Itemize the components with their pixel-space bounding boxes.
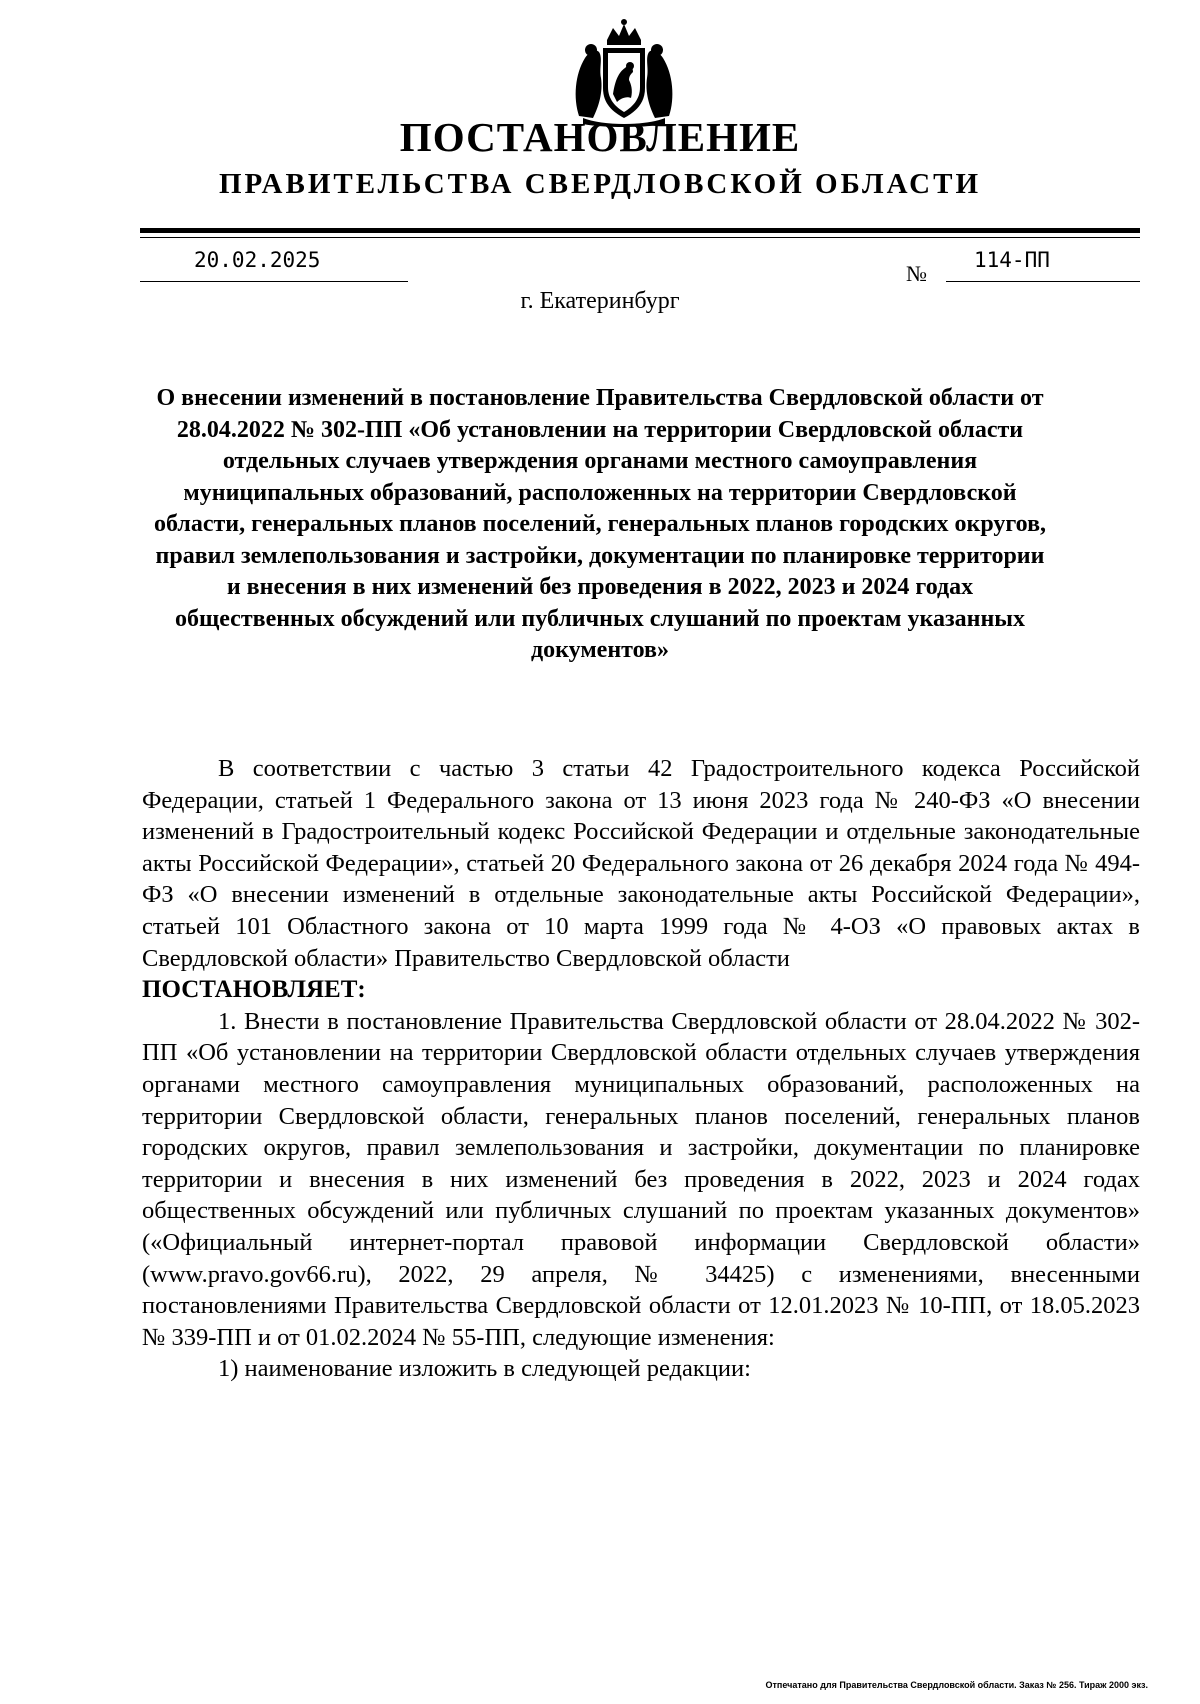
resolve-heading: ПОСТАНОВЛЯЕТ:	[142, 976, 366, 1004]
document-type: ПОСТАНОВЛЕНИЕ	[399, 114, 801, 160]
issuing-authority: ПРАВИТЕЛЬСТВА СВЕРДЛОВСКОЙ ОБЛАСТИ	[218, 168, 982, 200]
header-rule-thin	[140, 237, 1140, 238]
header-rule-thick	[140, 228, 1140, 233]
document-date: 20.02.2025	[140, 248, 408, 282]
number-sign: №	[906, 261, 927, 286]
document-title: О внесении изменений в постановление Правительства Свердловской области от 28.04.2022 № 302-ПП «Об установлении на территории Свердловской области отдельных случаев утверждения органами местного самоуправления муниципальных образований, расположенных на территории Свердловской области, генеральных планов поселений, генеральных планов городских округов, правил землепользования и застройки, документации по планировке территории и внесения в них изменений без проведения в 2022, 2023 и 2024 годах общественных обсуждений или публичных слушаний по проектам указанных документов»	[153, 385, 1047, 663]
coat-of-arms-icon	[569, 18, 679, 128]
issue-city: г. Екатеринбург	[520, 288, 680, 314]
item-1-1-paragraph: 1) наименование изложить в следующей редакции:	[218, 1355, 751, 1383]
print-footer: Отпечатано для Правительства Свердловской области. Заказ № 256. Тираж 2000 экз.	[765, 1680, 1148, 1690]
item-1-paragraph: 1. Внести в постановление Правительства Свердловской области от 28.04.2022 № 302-ПП «Об установлении на территории Свердловской области отдельных случаев утверждения органами местного самоуправления муниципальных образований, расположенных на территории Свердловской области, генеральных планов поселений, генеральных планов городских округов, правил землепользования и застройки, документации по планировке территории и внесения в них изменений без проведения в 2022, 2023 и 2024 годах общественных обсуждений или публичных слушаний по проектам указанных документов» («Официальный интернет-портал правовой информации Свердловской области» (www.pravo.gov66.ru), 2022, 29 апреля, № 34425) с изменениями, внесенными постановлениями Правительства Свердловской области от 12.01.2023 № 10-ПП, от 18.05.2023 № 339-ПП и от 01.02.2024 № 55-ПП, следующие изменения:	[142, 1007, 1140, 1351]
preamble-paragraph: В соответствии с частью 3 статьи 42 Градостроительного кодекса Российской Федерации, статьей 1 Федерального закона от 13 июня 2023 года № 240-ФЗ «О внесении изменений в Градостроительный кодекс Российской Федерации и отдельные законодательные акты Российской Федерации», статьей 20 Федерального закона от 26 декабря 2024 года № 494-ФЗ «О внесении изменений в отдельные законодательные акты Российской Федерации», статьей 101 Областного закона от 10 марта 1999 года № 4-ОЗ «О правовых актах в Свердловской области» Правительство Свердловской области	[142, 755, 1140, 972]
document-number: 114-ПП	[946, 248, 1140, 282]
document-body	[142, 753, 1140, 1385]
